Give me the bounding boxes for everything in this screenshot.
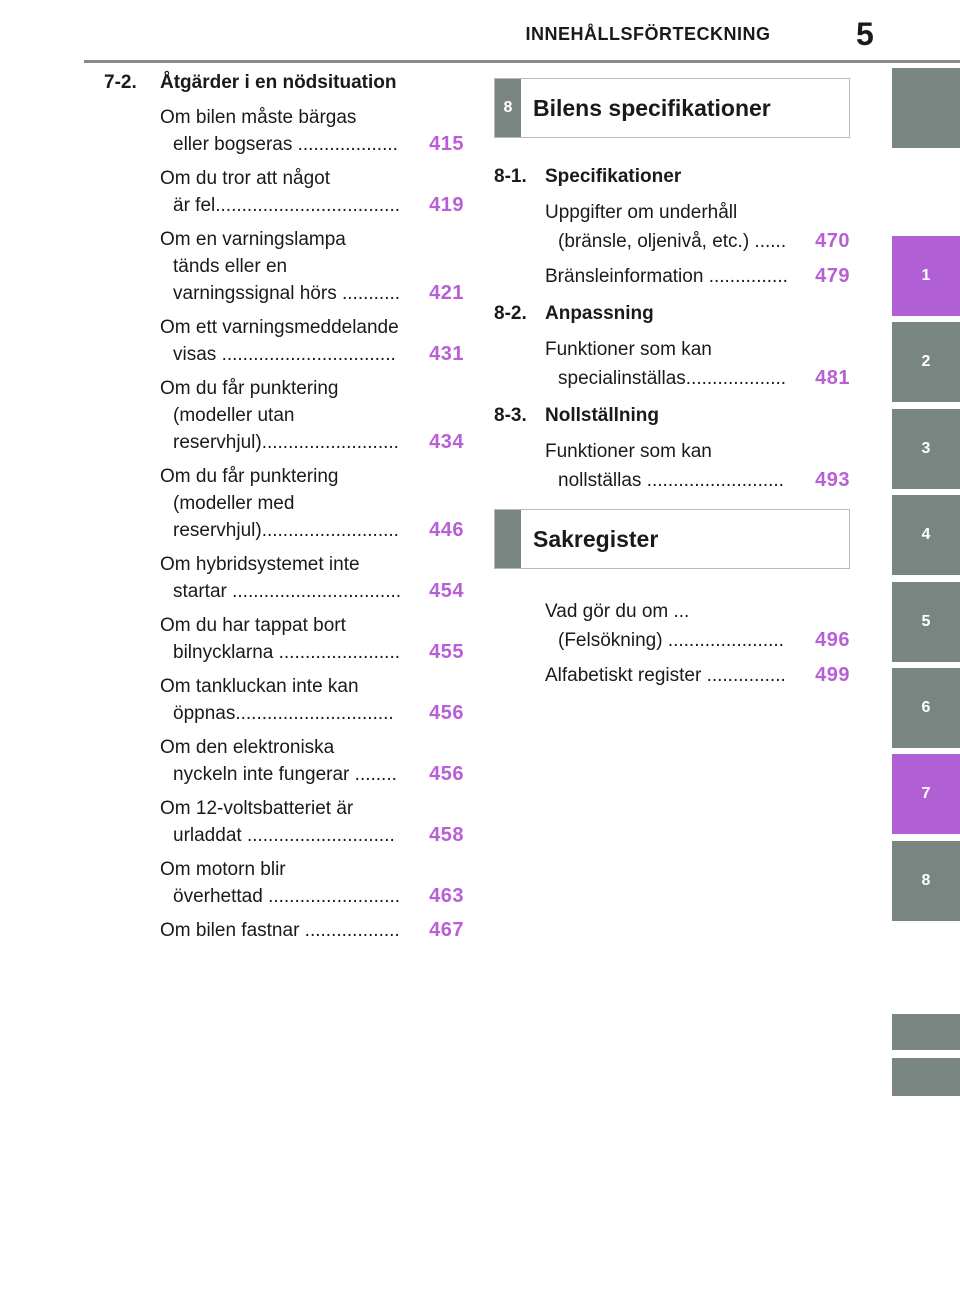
toc-entry-text: Om hybridsystemet inte (160, 554, 360, 575)
toc-left-column (104, 72, 464, 951)
toc-entry[interactable] (160, 612, 464, 666)
toc-entry[interactable] (545, 597, 850, 655)
toc-entry[interactable] (545, 262, 850, 291)
toc-page-link[interactable]: 446 (429, 519, 464, 541)
toc-entry-text: Funktioner som kan (545, 339, 712, 360)
section-title: Nollställning (545, 405, 659, 426)
toc-page-link[interactable]: 456 (429, 763, 464, 785)
toc-entry[interactable] (160, 551, 464, 605)
toc-entry[interactable] (545, 335, 850, 393)
sidebar-tab-4[interactable]: 4 (892, 495, 960, 575)
toc-entry-text: Om du tror att något (160, 168, 331, 189)
toc-entry-text: är fel................................... (173, 195, 400, 216)
toc-entry-text: nollställas .......................... (558, 470, 784, 491)
toc-entry-text: Alfabetiskt register ............... (545, 665, 786, 686)
toc-entry[interactable] (160, 917, 464, 944)
sidebar-tab-blank (892, 1058, 960, 1096)
toc-entry-text: Vad gör du om ... (545, 601, 690, 622)
toc-entry-text: överhettad ......................... (173, 886, 401, 907)
chapter-title: Sakregister (533, 525, 659, 552)
toc-entry[interactable] (160, 226, 464, 307)
toc-entry[interactable] (160, 104, 464, 158)
toc-page-link[interactable]: 421 (429, 282, 464, 304)
sidebar-tab-2[interactable]: 2 (892, 322, 960, 402)
toc-entry-text: varningssignal hörs ........... (173, 283, 401, 304)
toc-section-7-2 (104, 72, 464, 94)
toc-entry-text: Uppgifter om underhåll (545, 202, 738, 223)
toc-entry[interactable] (160, 795, 464, 849)
toc-entry-text: Om bilen måste bärgas (160, 107, 357, 128)
toc-entry-text: öppnas.............................. (173, 703, 394, 724)
toc-entry-text: Bränsleinformation ............... (545, 266, 788, 287)
section-number: 8-3. (494, 405, 527, 426)
chapter-number-tab (495, 510, 521, 568)
page-number: 5 (856, 16, 874, 52)
toc-page-link[interactable]: 470 (815, 230, 850, 252)
toc-entry-text: Om den elektroniska (160, 737, 335, 758)
toc-entry[interactable] (545, 198, 850, 256)
toc-entry-text: nyckeln inte fungerar ........ (173, 764, 397, 785)
chapter-8-heading (494, 78, 850, 138)
toc-entry-text: eller bogseras ................... (173, 134, 398, 155)
toc-entry-text: Om tankluckan inte kan (160, 676, 359, 697)
toc-entry-text: Om du får punktering (160, 466, 339, 487)
section-number: 8-1. (494, 166, 527, 187)
toc-entry-text: Om du får punktering (160, 378, 339, 399)
sidebar-tab-7[interactable]: 7 (892, 754, 960, 834)
toc-entry-text: visas ................................. (173, 344, 396, 365)
toc-entry-text: Om motorn blir (160, 859, 286, 880)
toc-page-link[interactable]: 463 (429, 885, 464, 907)
toc-entry-text: reservhjul).......................... (173, 432, 399, 453)
sidebar-tab-6[interactable]: 6 (892, 668, 960, 748)
toc-entry[interactable] (160, 314, 464, 368)
sidebar-tab-blank (892, 1014, 960, 1050)
toc-entry[interactable] (545, 661, 850, 690)
toc-right-column (494, 78, 850, 696)
toc-entry-text: (bränsle, oljenivå, etc.) ...... (558, 231, 787, 252)
index-heading (494, 509, 850, 569)
toc-page-link[interactable]: 458 (429, 824, 464, 846)
toc-page-link[interactable]: 454 (429, 580, 464, 602)
toc-entry-text: specialinställas................... (558, 368, 787, 389)
toc-entry-list (104, 104, 464, 944)
toc-entry-text: Funktioner som kan (545, 441, 712, 462)
section-number: 7-2. (104, 72, 137, 93)
toc-page-link[interactable]: 419 (429, 194, 464, 216)
toc-entry-text: urladdat ............................ (173, 825, 395, 846)
toc-page-link[interactable]: 434 (429, 431, 464, 453)
toc-page-link[interactable]: 493 (815, 469, 850, 491)
toc-page-link[interactable]: 467 (429, 919, 464, 941)
toc-entry[interactable] (160, 165, 464, 219)
chapter-title: Bilens specifikationer (533, 94, 771, 121)
toc-entry-text: Om en varningslampa (160, 229, 346, 250)
toc-page-link[interactable]: 456 (429, 702, 464, 724)
toc-page-link[interactable]: 481 (815, 367, 850, 389)
toc-entry-text: startar ................................ (173, 581, 402, 602)
sidebar-tab-blank-top (892, 68, 960, 148)
toc-section-8-3 (494, 405, 850, 427)
section-title: Specifikationer (545, 166, 682, 187)
toc-entry-text: bilnycklarna ....................... (173, 642, 401, 663)
toc-section-8-1 (494, 166, 850, 188)
section-number: 8-2. (494, 303, 527, 324)
sidebar-tab-3[interactable]: 3 (892, 409, 960, 489)
running-header-title: INNEHÅLLSFÖRTECKNING (525, 24, 771, 44)
toc-entry-text: (modeller med (173, 493, 295, 514)
toc-page-link[interactable]: 455 (429, 641, 464, 663)
chapter-number-tab: 8 (495, 79, 521, 137)
sidebar-tab-8[interactable]: 8 (892, 841, 960, 921)
toc-entry[interactable] (160, 673, 464, 727)
toc-entry-text: reservhjul).......................... (173, 520, 399, 541)
section-title: Åtgärder i en nödsituation (160, 72, 397, 93)
toc-entry[interactable] (160, 856, 464, 910)
toc-entry-text: Om du har tappat bort (160, 615, 346, 636)
toc-entry-text: Om bilen fastnar .................. (160, 920, 400, 941)
toc-entry[interactable] (160, 734, 464, 788)
sidebar-tab-5[interactable]: 5 (892, 582, 960, 662)
toc-entry-text: tänds eller en (173, 256, 288, 277)
toc-entry-text: Om ett varningsmeddelande (160, 317, 399, 338)
toc-entry-text: Om 12-voltsbatteriet är (160, 798, 354, 819)
toc-section-8-2 (494, 303, 850, 325)
toc-entry-text: (modeller utan (173, 405, 295, 426)
sidebar-tab-1[interactable]: 1 (892, 236, 960, 316)
toc-page-link[interactable]: 415 (429, 133, 464, 155)
toc-entry[interactable] (160, 463, 464, 544)
header-divider (84, 60, 960, 63)
toc-entry[interactable] (160, 375, 464, 456)
toc-page-link[interactable]: 431 (429, 343, 464, 365)
toc-page-link[interactable]: 496 (815, 629, 850, 651)
toc-page-link[interactable]: 479 (815, 265, 850, 287)
section-title: Anpassning (545, 303, 654, 324)
toc-page-link[interactable]: 499 (815, 664, 850, 686)
toc-entry-text: (Felsökning) ...................... (558, 630, 784, 651)
toc-entry[interactable] (545, 437, 850, 495)
